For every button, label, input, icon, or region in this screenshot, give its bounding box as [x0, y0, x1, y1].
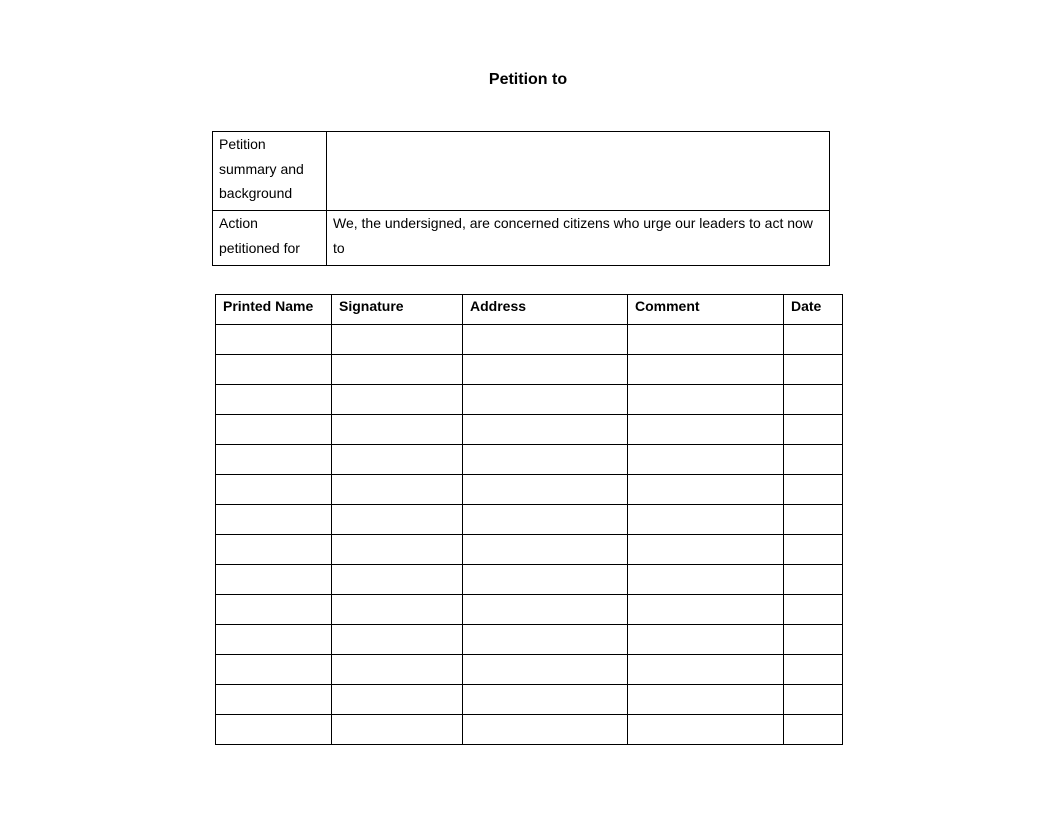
table-row	[216, 565, 843, 595]
cell-signature[interactable]	[332, 445, 463, 475]
table-row	[216, 475, 843, 505]
cell-signature[interactable]	[332, 595, 463, 625]
cell-comment[interactable]	[628, 595, 784, 625]
cell-signature[interactable]	[332, 655, 463, 685]
info-row-summary	[213, 132, 830, 211]
cell-comment[interactable]	[628, 685, 784, 715]
cell-address[interactable]	[463, 475, 628, 505]
cell-address[interactable]	[463, 565, 628, 595]
cell-signature[interactable]	[332, 565, 463, 595]
cell-date[interactable]	[784, 595, 843, 625]
cell-printed-name[interactable]	[216, 385, 332, 415]
cell-address[interactable]	[463, 595, 628, 625]
info-value-action[interactable]: We, the undersigned, are concerned citizens who urge our leaders to act now to	[327, 211, 830, 266]
table-row	[216, 535, 843, 565]
cell-printed-name[interactable]	[216, 355, 332, 385]
cell-address[interactable]	[463, 685, 628, 715]
cell-signature[interactable]	[332, 385, 463, 415]
cell-signature[interactable]	[332, 325, 463, 355]
table-row	[216, 415, 843, 445]
cell-printed-name[interactable]	[216, 685, 332, 715]
cell-date[interactable]	[784, 535, 843, 565]
signature-rows	[216, 325, 843, 745]
table-row	[216, 685, 843, 715]
cell-address[interactable]	[463, 415, 628, 445]
cell-printed-name[interactable]	[216, 475, 332, 505]
header-comment: Comment	[628, 295, 784, 325]
cell-printed-name[interactable]	[216, 625, 332, 655]
cell-printed-name[interactable]	[216, 505, 332, 535]
cell-signature[interactable]	[332, 505, 463, 535]
cell-address[interactable]	[463, 355, 628, 385]
cell-printed-name[interactable]	[216, 325, 332, 355]
table-row	[216, 355, 843, 385]
cell-signature[interactable]	[332, 475, 463, 505]
cell-printed-name[interactable]	[216, 535, 332, 565]
cell-address[interactable]	[463, 715, 628, 745]
header-date: Date	[784, 295, 843, 325]
table-row	[216, 655, 843, 685]
cell-address[interactable]	[463, 655, 628, 685]
cell-date[interactable]	[784, 715, 843, 745]
signature-header-row	[216, 295, 843, 325]
cell-comment[interactable]	[628, 715, 784, 745]
cell-date[interactable]	[784, 325, 843, 355]
table-row	[216, 625, 843, 655]
cell-comment[interactable]	[628, 325, 784, 355]
cell-comment[interactable]	[628, 565, 784, 595]
cell-date[interactable]	[784, 685, 843, 715]
cell-signature[interactable]	[332, 535, 463, 565]
header-address: Address	[463, 295, 628, 325]
cell-comment[interactable]	[628, 385, 784, 415]
petition-info-table	[212, 131, 830, 266]
cell-comment[interactable]	[628, 535, 784, 565]
cell-comment[interactable]	[628, 445, 784, 475]
cell-comment[interactable]	[628, 655, 784, 685]
cell-address[interactable]	[463, 445, 628, 475]
cell-comment[interactable]	[628, 355, 784, 385]
table-row	[216, 595, 843, 625]
table-row	[216, 505, 843, 535]
cell-date[interactable]	[784, 445, 843, 475]
cell-signature[interactable]	[332, 685, 463, 715]
cell-address[interactable]	[463, 535, 628, 565]
cell-comment[interactable]	[628, 475, 784, 505]
table-row	[216, 325, 843, 355]
cell-printed-name[interactable]	[216, 715, 332, 745]
cell-printed-name[interactable]	[216, 655, 332, 685]
cell-comment[interactable]	[628, 505, 784, 535]
info-value-summary[interactable]	[327, 132, 830, 211]
cell-comment[interactable]	[628, 415, 784, 445]
cell-date[interactable]	[784, 565, 843, 595]
cell-address[interactable]	[463, 325, 628, 355]
cell-date[interactable]	[784, 625, 843, 655]
cell-printed-name[interactable]	[216, 595, 332, 625]
cell-date[interactable]	[784, 655, 843, 685]
cell-date[interactable]	[784, 475, 843, 505]
cell-comment[interactable]	[628, 625, 784, 655]
cell-signature[interactable]	[332, 355, 463, 385]
cell-date[interactable]	[784, 505, 843, 535]
cell-signature[interactable]	[332, 625, 463, 655]
info-row-action	[213, 211, 830, 266]
page-title: Petition to	[488, 71, 568, 88]
header-signature: Signature	[332, 295, 463, 325]
cell-address[interactable]	[463, 505, 628, 535]
cell-date[interactable]	[784, 385, 843, 415]
cell-printed-name[interactable]	[216, 415, 332, 445]
cell-date[interactable]	[784, 355, 843, 385]
info-label-summary: Petition summary and background	[213, 132, 327, 211]
cell-signature[interactable]	[332, 715, 463, 745]
cell-date[interactable]	[784, 415, 843, 445]
info-label-action: Action petitioned for	[213, 211, 327, 266]
header-printed-name: Printed Name	[216, 295, 332, 325]
signature-table	[215, 294, 843, 745]
cell-address[interactable]	[463, 625, 628, 655]
cell-signature[interactable]	[332, 415, 463, 445]
table-row	[216, 385, 843, 415]
cell-printed-name[interactable]	[216, 565, 332, 595]
cell-printed-name[interactable]	[216, 445, 332, 475]
cell-address[interactable]	[463, 385, 628, 415]
table-row	[216, 715, 843, 745]
table-row	[216, 445, 843, 475]
